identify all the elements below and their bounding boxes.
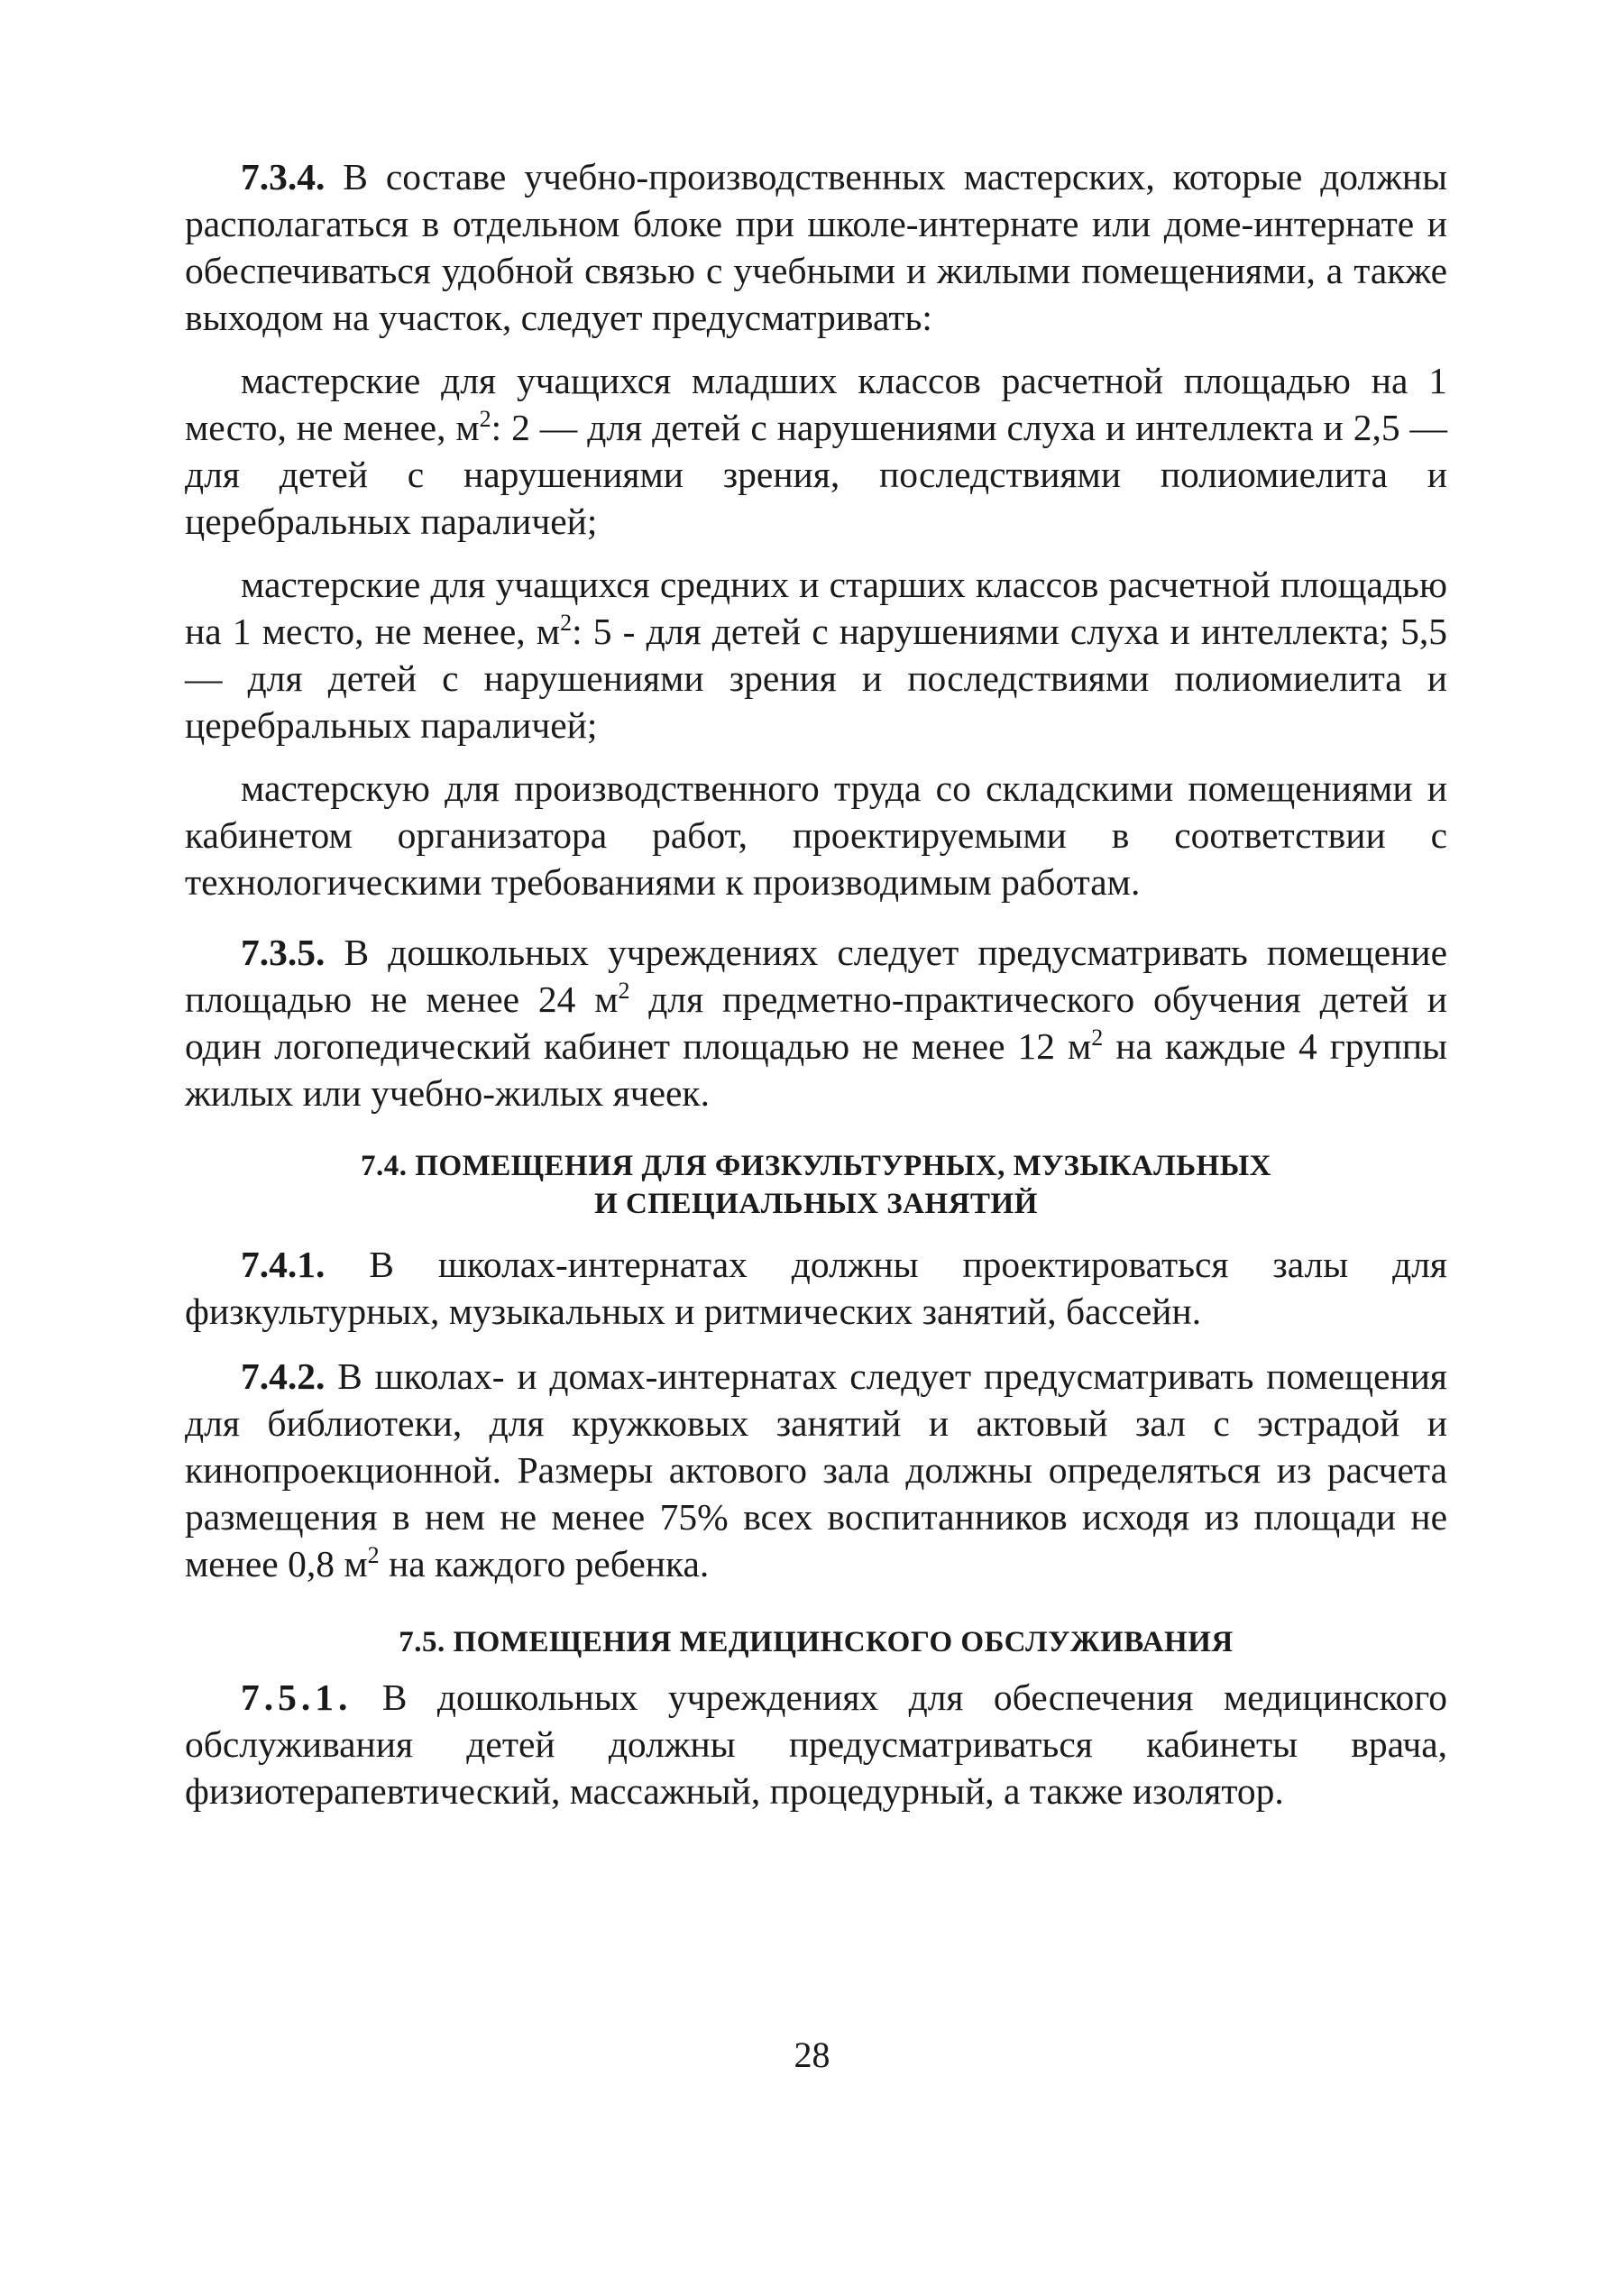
paragraph-7-4-2	[185, 1353, 1447, 1587]
clause-number: 7.4.1.	[241, 1244, 326, 1285]
heading-line: 7.4. ПОМЕЩЕНИЯ ДЛЯ ФИЗКУЛЬТУРНЫХ, МУЗЫКАЛЬНЫХ	[361, 1150, 1271, 1182]
paragraph-text: В дошкольных учреждениях следует предусматривать помещение площадью не менее 24 м	[185, 932, 1447, 1020]
paragraph-text: : 2 — для детей с нарушениями слуха и интеллекта и 2,5 — для детей с нарушениями зрения, последствиями полиомиелита и церебральных параличей;	[185, 407, 1447, 542]
paragraph-7-3-4	[185, 153, 1447, 341]
superscript: 2	[479, 406, 491, 432]
paragraph-text: В составе учебно-производственных мастерских, которые должны располагаться в отдельном блоке при школе-интернате или доме-интернате и обеспечиваться удобной связью с учебными и жилыми помещениями, а также выходом на участок, следует предусматривать:	[185, 156, 1447, 338]
superscript: 2	[560, 610, 573, 636]
paragraph-text: В школах-интернатах должны проектироваться залы для физкультурных, музыкальных и ритмических занятий, бассейн.	[185, 1244, 1447, 1332]
paragraph-text: мастерскую для производственного труда со складскими помещениями и кабинетом организатора работ, проектируемыми в соответствии с технологическими требованиями к производимым работам.	[185, 767, 1447, 903]
paragraph-7-3-5	[185, 929, 1447, 1116]
superscript: 2	[1091, 1024, 1104, 1051]
heading-line: И СПЕЦИАЛЬНЫХ ЗАНЯТИЙ	[594, 1188, 1038, 1220]
heading-line: 7.5. ПОМЕЩЕНИЯ МЕДИЦИНСКОГО ОБСЛУЖИВАНИЯ	[399, 1626, 1234, 1658]
list-item-junior-workshops	[185, 357, 1447, 545]
list-item-production-workshop	[185, 765, 1447, 905]
list-item-senior-workshops	[185, 561, 1447, 749]
paragraph-text: В школах- и домах-интернатах следует предусматривать помещения для библиотеки, для кружковых занятий и актовый зал с эстрадой и кинопроекционной. Размеры актового зала должны определяться из расчета размещения в нем не менее 75% всех воспитанников исходя из площади не менее 0,8 м	[185, 1355, 1447, 1584]
clause-number: 7.5.1.	[241, 1676, 353, 1718]
paragraph-text: : 5 - для детей с нарушениями слуха и интеллекта; 5,5 — для детей с нарушениями зрения и последствиями полиомиелита и церебральных параличей;	[185, 611, 1447, 746]
superscript: 2	[618, 978, 630, 1004]
section-heading-7-4	[185, 1147, 1447, 1223]
paragraph-text: В дошкольных учреждениях для обеспечения медицинского обслуживания детей должны предусматриваться кабинеты врача, физиотерапевтический, массажный, процедурный, а также изолятор.	[185, 1676, 1447, 1812]
section-heading-7-5	[185, 1623, 1447, 1661]
clause-number: 7.3.4.	[241, 156, 326, 197]
superscript: 2	[367, 1542, 380, 1568]
paragraph-text: мастерские для учащихся средних и старших классов расчетной площадью на 1 место, не менее, м	[185, 564, 1447, 652]
page-body	[185, 153, 1447, 1814]
paragraph-7-5-1	[185, 1674, 1447, 1814]
paragraph-text: для предметно-практического обучения детей и один логопедический кабинет площадью не менее 12 м	[185, 978, 1447, 1067]
clause-number: 7.3.5.	[241, 932, 326, 973]
paragraph-text: на каждые 4 группы жилых или учебно-жилых ячеек.	[185, 1025, 1448, 1114]
paragraph-7-4-1	[185, 1241, 1447, 1335]
page-number: 28	[794, 2035, 830, 2075]
paragraph-text: на каждого ребенка.	[379, 1543, 710, 1584]
clause-number: 7.4.2.	[241, 1355, 326, 1397]
paragraph-text: мастерские для учащихся младших классов расчетной площадью на 1 место, не менее, м	[185, 360, 1447, 448]
